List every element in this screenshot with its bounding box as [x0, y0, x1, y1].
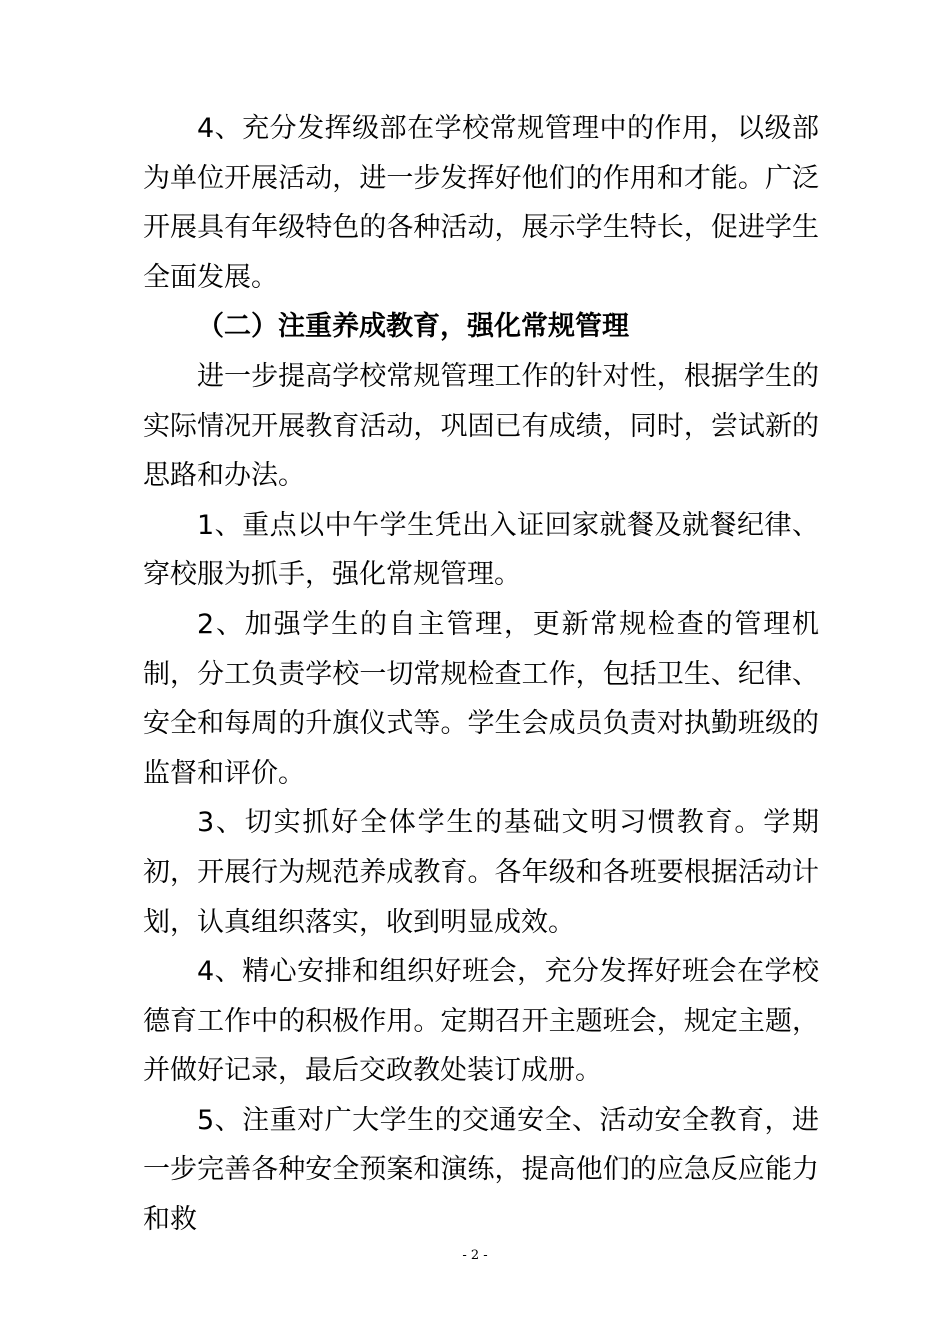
paragraph-2: 进一步提高学校常规管理工作的针对性，根据学生的实际情况开展教育活动，巩固已有成绩，同时，尝试新的思路和办法。 [143, 360, 819, 492]
paragraph-4: 2、加强学生的自主管理，更新常规检查的管理机制，分工负责学校一切常规检查工作，包括卫生、纪律、安全和每周的升旗仪式等。学生会成员负责对执勤班级的监督和评价。 [143, 608, 819, 789]
paragraph-1: 4、充分发挥级部在学校常规管理中的作用，以级部为单位开展活动，进一步发挥好他们的作用和才能。广泛开展具有年级特色的各种活动，展示学生特长，促进学生全面发展。 [143, 113, 819, 293]
paragraph-6: 4、精心安排和组织好班会，充分发挥好班会在学校德育工作中的积极作用。定期召开主题班会，规定主题，并做好记录，最后交政教处装订成册。 [143, 956, 819, 1087]
section-heading: （二）注重养成教育，强化常规管理 [197, 311, 629, 343]
paragraph-3: 1、重点以中午学生凭出入证回家就餐及就餐纪律、穿校服为抓手，强化常规管理。 [143, 509, 819, 591]
document-body [143, 104, 819, 1245]
paragraph-5: 3、切实抓好全体学生的基础文明习惯教育。学期初，开展行为规范养成教育。各年级和各班要根据活动计划，认真组织落实，收到明显成效。 [143, 807, 819, 938]
page-number: - 2 - [462, 1248, 488, 1263]
paragraph-7: 5、注重对广大学生的交通安全、活动安全教育，进一步完善各种安全预案和演练，提高他们的应急反应能力和救 [143, 1104, 819, 1236]
